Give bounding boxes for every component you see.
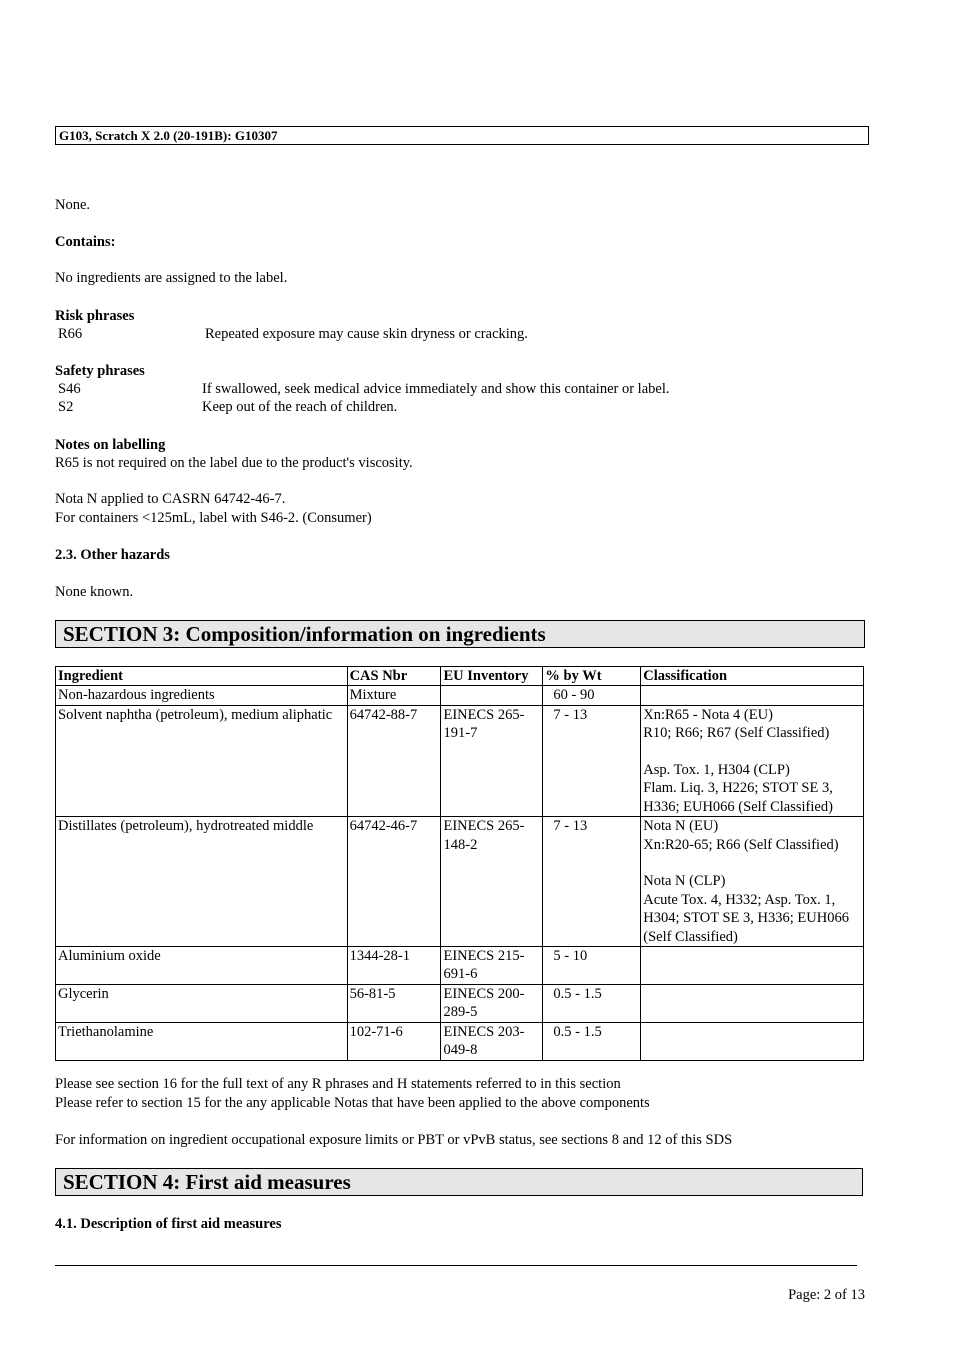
product-title: G103, Scratch X 2.0 (20-191B): G10307	[59, 128, 278, 143]
safety-phrase-code: S2	[58, 399, 74, 415]
footer-divider	[55, 1265, 857, 1266]
product-title-box	[55, 126, 869, 145]
eu-inventory-cell: EINECS 203-049-8	[441, 1022, 543, 1060]
classification-line: R10; R66; R67 (Self Classified)	[643, 725, 830, 742]
risk-phrases-heading: Risk phrases	[55, 308, 135, 324]
section-4-title-text: SECTION 4: First aid measures	[63, 1170, 351, 1194]
none-text: None.	[55, 197, 91, 213]
table-header-row	[56, 667, 864, 686]
contains-text: No ingredients are assigned to the label.	[55, 270, 288, 286]
ingredient-cell: Solvent naphtha (petroleum), medium aliphatic	[56, 705, 348, 816]
cas-cell: 64742-46-7	[347, 817, 441, 947]
classification-cell	[641, 947, 864, 985]
ingredients-table	[55, 666, 864, 1061]
ingredient-cell: Non-hazardous ingredients	[56, 686, 348, 705]
table-row	[56, 686, 864, 705]
percent-cell: 60 - 90	[543, 686, 641, 705]
column-header: Classification	[641, 667, 864, 686]
classification-cell	[641, 817, 864, 947]
risk-phrase-text: Repeated exposure may cause skin dryness or cracking.	[205, 326, 528, 342]
column-header: Ingredient	[56, 667, 348, 686]
classification-line: Xn:R65 - Nota 4 (EU)	[643, 706, 773, 723]
table-row	[56, 947, 864, 985]
classification-spacer	[643, 854, 861, 872]
section-3-title	[55, 620, 865, 648]
column-header: % by Wt	[543, 667, 641, 686]
table-row	[56, 817, 864, 947]
section-4-subheading: 4.1. Description of first aid measures	[55, 1216, 282, 1232]
section-4-title	[55, 1168, 863, 1196]
ingredient-cell: Aluminium oxide	[56, 947, 348, 985]
classification-line: Nota N (CLP)	[643, 873, 726, 890]
cas-cell: 56-81-5	[347, 984, 441, 1022]
eu-inventory-cell: EINECS 200-289-5	[441, 984, 543, 1022]
classification-line: Acute Tox. 4, H332; Asp. Tox. 1, H304; STOT SE 3, H336; EUH066 (Self Classified)	[643, 891, 849, 945]
cas-cell: Mixture	[347, 686, 441, 705]
percent-cell: 7 - 13	[543, 817, 641, 947]
safety-phrases-heading: Safety phrases	[55, 363, 145, 379]
safety-phrase-code: S46	[58, 381, 81, 397]
eu-inventory-cell: EINECS 265-148-2	[441, 817, 543, 947]
table-row	[56, 705, 864, 816]
section-3-note: Please refer to section 15 for the any applicable Notas that have been applied to the above components	[55, 1095, 650, 1111]
other-hazards-text: None known.	[55, 584, 134, 600]
eu-inventory-cell	[441, 686, 543, 705]
eu-inventory-cell: EINECS 215-691-6	[441, 947, 543, 985]
ingredient-cell: Triethanolamine	[56, 1022, 348, 1060]
percent-cell: 7 - 13	[543, 705, 641, 816]
ingredient-cell: Glycerin	[56, 984, 348, 1022]
contains-heading: Contains:	[55, 234, 116, 250]
section-3-title-text: SECTION 3: Composition/information on ingredients	[63, 622, 546, 646]
classification-line: Xn:R20-65; R66 (Self Classified)	[643, 836, 839, 853]
safety-phrase-text: If swallowed, seek medical advice immediately and show this container or label.	[202, 381, 670, 397]
notes-line: Nota N applied to CASRN 64742-46-7.	[55, 491, 286, 507]
notes-heading: Notes on labelling	[55, 437, 166, 453]
risk-phrase-code: R66	[58, 326, 83, 342]
cas-cell: 64742-88-7	[347, 705, 441, 816]
percent-cell: 0.5 - 1.5	[543, 1022, 641, 1060]
other-hazards-heading: 2.3. Other hazards	[55, 547, 170, 563]
classification-cell	[641, 705, 864, 816]
classification-line: Asp. Tox. 1, H304 (CLP)	[643, 762, 790, 779]
cas-cell: 102-71-6	[347, 1022, 441, 1060]
percent-cell: 0.5 - 1.5	[543, 984, 641, 1022]
notes-line: For containers <125mL, label with S46-2. (Consumer)	[55, 510, 372, 526]
percent-cell: 5 - 10	[543, 947, 641, 985]
classification-line: Flam. Liq. 3, H226; STOT SE 3, H336; EUH066 (Self Classified)	[643, 780, 833, 815]
table-row	[56, 984, 864, 1022]
ingredient-cell: Distillates (petroleum), hydrotreated middle	[56, 817, 348, 947]
eu-inventory-cell: EINECS 265-191-7	[441, 705, 543, 816]
classification-line: Nota N (EU)	[643, 818, 719, 835]
classification-cell	[641, 984, 864, 1022]
table-row	[56, 1022, 864, 1060]
column-header: CAS Nbr	[347, 667, 441, 686]
column-header: EU Inventory	[441, 667, 543, 686]
safety-phrase-text: Keep out of the reach of children.	[202, 399, 398, 415]
notes-line: R65 is not required on the label due to the product's viscosity.	[55, 455, 413, 471]
section-3-note: For information on ingredient occupational exposure limits or PBT or vPvB status, see sections 8 and 12 of this SDS	[55, 1132, 733, 1148]
section-3-note: Please see section 16 for the full text of any R phrases and H statements referred to in this section	[55, 1076, 621, 1092]
classification-spacer	[643, 743, 861, 761]
classification-cell	[641, 686, 864, 705]
cas-cell: 1344-28-1	[347, 947, 441, 985]
classification-cell	[641, 1022, 864, 1060]
page-number: Page: 2 of 13	[788, 1287, 865, 1303]
